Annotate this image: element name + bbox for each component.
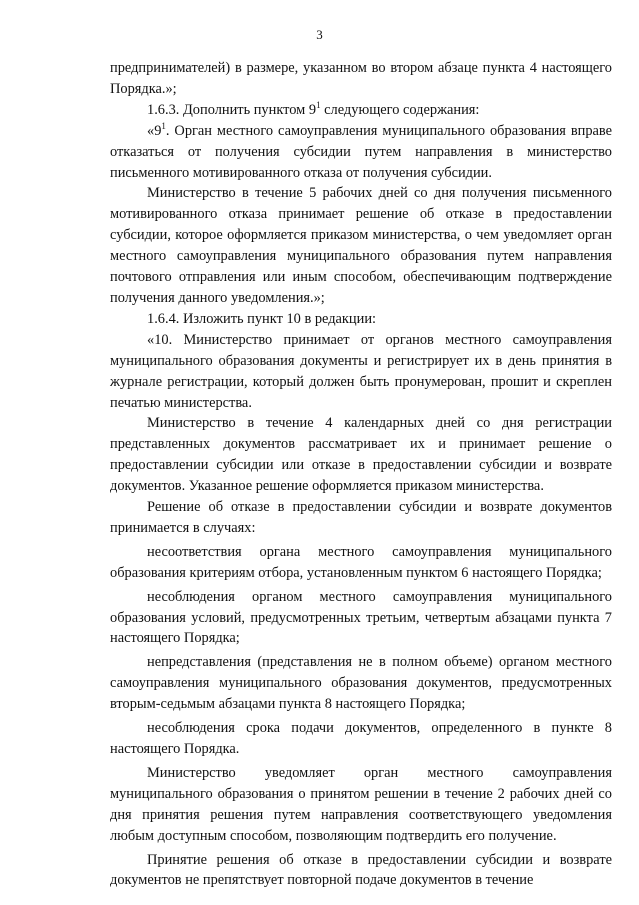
paragraph: Решение об отказе в предоставлении субсидии и возврате документов принимается в случаях: [110,499,612,536]
paragraph: Министерство в течение 4 календарных дней со дня регистрации представленных документов рассматривает их и принимает решение о предоставлении субсидии или отказе в предоставлении субсидии и возврате документов. Указанное решение оформляется приказом министерства. [110,415,612,495]
superscript: 1 [316,100,321,111]
paragraph: предпринимателей) в размере, указанном во втором абзаце пункта 4 настоящего Порядка.»; [110,60,612,97]
paragraph: непредставления (представления не в полном объеме) органом местного самоуправления муниципального образования документов, предусмотренных вторым-седьмым абзацами пункта 8 настоящего Порядка; [110,654,612,713]
paragraph-text: 1.6.3. Дополнить пунктом 9 [147,101,317,118]
paragraph: Министерство уведомляет орган местного самоуправления муниципального образования о принятом решении в течение 2 рабочих дней со дня принятия решения путем направления соответствующего уведомления любым доступным способом, позволяющим подтвердить его получение. [110,764,612,844]
document-body [110,58,612,891]
paragraph: несоблюдения срока подачи документов, определенного в пункте 8 настоящего Порядка. [110,720,612,757]
paragraph: несоответствия органа местного самоуправления муниципального образования критериям отбора, установленным пунктом 6 настоящего Порядка; [110,543,612,581]
superscript: 1 [161,120,166,131]
page-number: 3 [316,27,323,42]
paragraph: 1.6.4. Изложить пункт 10 в редакции: [147,310,377,327]
paragraph-text: «9 [147,122,162,139]
paragraph: несоблюдения органом местного самоуправления муниципального образования условий, предусмотренных третьим, четвертым абзацами пункта 7 настоящего Порядка; [110,588,612,647]
paragraph: Принятие решения об отказе в предоставлении субсидии и возврате документов не препятствует повторной подаче документов в течение [110,851,612,889]
paragraph: Министерство в течение 5 рабочих дней со дня получения письменного мотивированного отказа принимает решение об отказе в предоставлении субсидии, которое оформляется приказом министерства, о чем уведомляет орган местного самоуправления муниципального образования путем направления почтового отправления или иным способом, обеспечивающим подтверждение получения данного уведомления.»; [110,185,612,306]
paragraph-text: следующего содержания: [320,101,480,118]
paragraph [110,100,612,121]
paragraph [110,121,612,184]
paragraph-text: . Орган местного самоуправления муниципального образования вправе отказаться от получения субсидии путем направления в министерство письменного мотивированного отказа от получения субсидии. [110,122,612,181]
paragraph: «10. Министерство принимает от органов местного самоуправления муниципального образования документы и регистрирует их в день принятия в журнале регистрации, который должен быть пронумерован, прошит и скреплен печатью министерства. [110,331,612,411]
